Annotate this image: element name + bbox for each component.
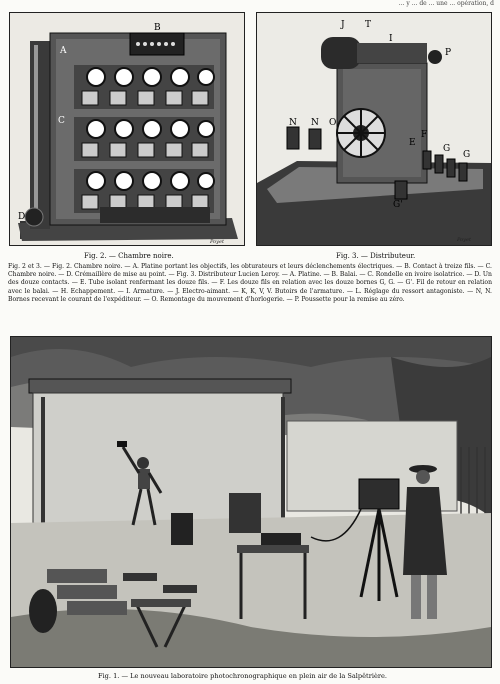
fig3-label-e: E: [409, 138, 416, 148]
fig3-label-g1: G: [443, 144, 451, 154]
fig3-label-i: I: [389, 34, 393, 44]
figure-legend: [8, 263, 492, 304]
fig3-label-n1: N: [289, 118, 297, 128]
fig2-label-b: B: [154, 23, 161, 33]
figure-2-camera: [9, 12, 245, 246]
camera-illustration: [10, 13, 244, 245]
distributor-illustration: [257, 13, 491, 245]
fig3-label-n2: N: [311, 118, 319, 128]
fig3-caption: Fig. 3. — Distributeur.: [336, 252, 416, 260]
fig3-label-g2: G: [463, 150, 471, 160]
figure-1-laboratory: [10, 336, 492, 668]
legend-text: Fig. 2 et 3. — Fig. 2. Chambre noire. — A. Platine portant les objectifs, les obturateurs et leurs déclenchements électriques. — B. Contact à treize fils. — C. Chambre noire. — D. Crémaillère de mise au point. — Fig. 3. Distributeur Lucien Leroy. — A. Platine. — B. Balai. — C. Rondelle en ivoire isolatrice. — D. Un des douze contacts. — E. Tube isolant renfermant les douze fils. — F. Les douze fils en relation avec les douze bornes G, G. — G'. Fil de retour en relation avec le balai. — H. Echappement. — I. Armature. — J. Electro-aimant. — K, K, V, V. Butoirs de l'armature. — L. Réglage du ressort antagoniste. — N, N. Bornes recevant le courant de l'expéditeur. — O. Remontage du mouvement d'horlogerie. — P. Poussette pour la remise au zéro.: [8, 263, 492, 303]
fig1-caption: Fig. 1. — Le nouveau laboratoire photochronographique en plein air de la Salpêtrière.: [98, 672, 388, 680]
laboratory-illustration: [11, 337, 491, 667]
fig3-signature: Poyet: [457, 237, 471, 243]
header-fragment: ... y ... de ... une ... opération, d: [398, 0, 494, 7]
figure-3-distributor: [256, 12, 492, 246]
fig3-label-f: F: [421, 130, 428, 140]
fig2-label-c: C: [58, 116, 65, 126]
fig3-label-o: O: [329, 118, 337, 128]
fig2-label-a: A: [60, 46, 67, 56]
fig2-label-d: D: [18, 212, 26, 222]
fig2-caption: Fig. 2. — Chambre noire.: [84, 252, 174, 260]
fig3-label-j: J: [341, 20, 345, 30]
fig3-label-g3: G': [393, 200, 403, 210]
fig2-signature: Poyet: [210, 239, 224, 245]
fig3-label-t: T: [365, 20, 372, 30]
fig3-label-p: P: [445, 48, 452, 58]
